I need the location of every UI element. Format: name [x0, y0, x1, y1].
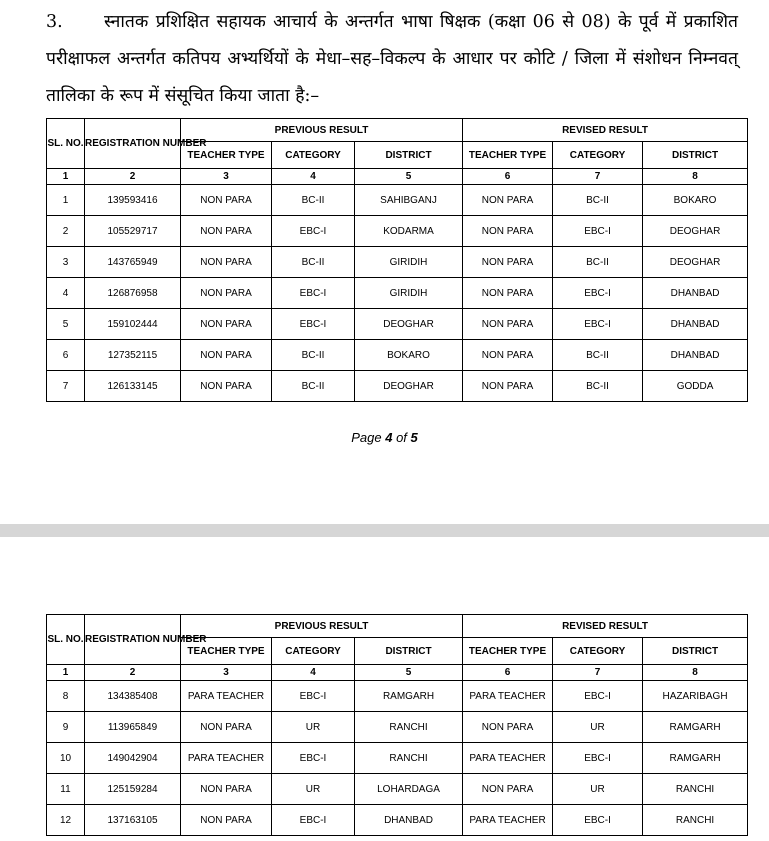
- page-number-current: 4: [385, 430, 393, 445]
- column-number: 6: [463, 169, 553, 185]
- cell-rev-category: BC-II: [553, 371, 643, 402]
- cell-rev-district: RAMGARH: [643, 743, 748, 774]
- cell-sl-no: 4: [47, 278, 85, 309]
- column-number: 8: [643, 169, 748, 185]
- cell-prev-district: RAMGARH: [355, 681, 463, 712]
- cell-prev-district: DEOGHAR: [355, 371, 463, 402]
- column-number: 5: [355, 665, 463, 681]
- column-number-row: [47, 665, 748, 681]
- cell-rev-category: BC-II: [553, 247, 643, 278]
- cell-prev-teacher-type: NON PARA: [181, 712, 272, 743]
- cell-prev-district: KODARMA: [355, 216, 463, 247]
- table-row: [47, 278, 748, 309]
- cell-rev-district: RANCHI: [643, 805, 748, 836]
- cell-prev-category: EBC-I: [272, 216, 355, 247]
- cell-rev-district: DEOGHAR: [643, 247, 748, 278]
- page-separator: [0, 524, 769, 537]
- cell-prev-teacher-type: NON PARA: [181, 247, 272, 278]
- cell-registration-number: 105529717: [85, 216, 181, 247]
- cell-rev-teacher-type: NON PARA: [463, 247, 553, 278]
- column-number: 7: [553, 665, 643, 681]
- cell-prev-category: BC-II: [272, 185, 355, 216]
- column-number: 3: [181, 665, 272, 681]
- cell-rev-district: DEOGHAR: [643, 216, 748, 247]
- cell-rev-district: DHANBAD: [643, 309, 748, 340]
- table-row: [47, 216, 748, 247]
- header-prev-category: CATEGORY: [272, 638, 355, 665]
- cell-prev-category: EBC-I: [272, 681, 355, 712]
- cell-rev-district: BOKARO: [643, 185, 748, 216]
- table-row: [47, 309, 748, 340]
- cell-rev-teacher-type: NON PARA: [463, 340, 553, 371]
- table-row: [47, 743, 748, 774]
- cell-prev-district: RANCHI: [355, 743, 463, 774]
- paragraph-text: स्नातक प्रशिक्षित सहायक आचार्य के अन्तर्गत भाषा षिक्षक (कक्षा 06 से 08) के पूर्व में प्रकाशित परीक्षाफल अन्तर्गत कतिपय अभ्यर्थियों के मेधा–सह–विकल्प के आधार पर कोटि / जिला में संशोधन निम्नवत् तालिका के रूप में संसूचित किया जाता है:–: [46, 12, 738, 106]
- cell-prev-teacher-type: NON PARA: [181, 185, 272, 216]
- cell-prev-category: EBC-I: [272, 278, 355, 309]
- cell-rev-category: UR: [553, 712, 643, 743]
- header-revised-result: REVISED RESULT: [463, 119, 748, 142]
- table-row: [47, 774, 748, 805]
- cell-registration-number: 126876958: [85, 278, 181, 309]
- column-number: 3: [181, 169, 272, 185]
- header-rev-district: DISTRICT: [643, 638, 748, 665]
- cell-prev-teacher-type: NON PARA: [181, 278, 272, 309]
- cell-registration-number: 127352115: [85, 340, 181, 371]
- cell-prev-district: SAHIBGANJ: [355, 185, 463, 216]
- header-prev-teacher-type: TEACHER TYPE: [181, 638, 272, 665]
- cell-rev-district: GODDA: [643, 371, 748, 402]
- revision-table-page-4: [46, 118, 748, 402]
- header-prev-district: DISTRICT: [355, 142, 463, 169]
- header-revised-result: REVISED RESULT: [463, 615, 748, 638]
- header-registration-number: REGISTRATION NUMBER: [85, 615, 181, 665]
- notice-paragraph: [46, 4, 738, 115]
- cell-rev-category: BC-II: [553, 340, 643, 371]
- column-number: 8: [643, 665, 748, 681]
- header-rev-teacher-type: TEACHER TYPE: [463, 638, 553, 665]
- header-previous-result: PREVIOUS RESULT: [181, 615, 463, 638]
- cell-rev-teacher-type: NON PARA: [463, 774, 553, 805]
- cell-rev-category: EBC-I: [553, 805, 643, 836]
- cell-prev-category: EBC-I: [272, 743, 355, 774]
- cell-sl-no: 9: [47, 712, 85, 743]
- page-number-prefix: Page: [351, 430, 386, 445]
- cell-sl-no: 12: [47, 805, 85, 836]
- table-row: [47, 185, 748, 216]
- cell-prev-district: LOHARDAGA: [355, 774, 463, 805]
- paragraph-number: 3.: [46, 12, 63, 32]
- column-number: 4: [272, 169, 355, 185]
- cell-prev-teacher-type: NON PARA: [181, 340, 272, 371]
- cell-sl-no: 11: [47, 774, 85, 805]
- cell-rev-district: DHANBAD: [643, 340, 748, 371]
- cell-rev-teacher-type: PARA TEACHER: [463, 743, 553, 774]
- cell-registration-number: 113965849: [85, 712, 181, 743]
- cell-registration-number: 137163105: [85, 805, 181, 836]
- cell-sl-no: 6: [47, 340, 85, 371]
- cell-rev-teacher-type: NON PARA: [463, 712, 553, 743]
- page-number-of: of: [392, 430, 411, 445]
- cell-prev-teacher-type: PARA TEACHER: [181, 743, 272, 774]
- table-row: [47, 340, 748, 371]
- cell-registration-number: 125159284: [85, 774, 181, 805]
- cell-registration-number: 149042904: [85, 743, 181, 774]
- header-prev-category: CATEGORY: [272, 142, 355, 169]
- header-rev-category: CATEGORY: [553, 142, 643, 169]
- cell-prev-category: EBC-I: [272, 309, 355, 340]
- cell-prev-district: DHANBAD: [355, 805, 463, 836]
- cell-rev-district: DHANBAD: [643, 278, 748, 309]
- cell-rev-category: EBC-I: [553, 278, 643, 309]
- cell-prev-district: GIRIDIH: [355, 247, 463, 278]
- cell-registration-number: 139593416: [85, 185, 181, 216]
- cell-sl-no: 1: [47, 185, 85, 216]
- cell-sl-no: 5: [47, 309, 85, 340]
- cell-sl-no: 2: [47, 216, 85, 247]
- table-row: [47, 371, 748, 402]
- column-number: 4: [272, 665, 355, 681]
- cell-sl-no: 7: [47, 371, 85, 402]
- header-previous-result: PREVIOUS RESULT: [181, 119, 463, 142]
- table-body: [47, 681, 748, 836]
- cell-registration-number: 159102444: [85, 309, 181, 340]
- cell-prev-district: GIRIDIH: [355, 278, 463, 309]
- cell-sl-no: 8: [47, 681, 85, 712]
- column-number: 6: [463, 665, 553, 681]
- cell-prev-category: UR: [272, 774, 355, 805]
- cell-prev-teacher-type: PARA TEACHER: [181, 681, 272, 712]
- table-row: [47, 247, 748, 278]
- cell-rev-category: BC-II: [553, 185, 643, 216]
- cell-rev-category: EBC-I: [553, 743, 643, 774]
- cell-prev-teacher-type: NON PARA: [181, 805, 272, 836]
- column-number: 2: [85, 665, 181, 681]
- cell-rev-teacher-type: NON PARA: [463, 371, 553, 402]
- column-number: 1: [47, 169, 85, 185]
- cell-prev-category: BC-II: [272, 247, 355, 278]
- cell-rev-teacher-type: NON PARA: [463, 309, 553, 340]
- cell-prev-district: BOKARO: [355, 340, 463, 371]
- header-rev-teacher-type: TEACHER TYPE: [463, 142, 553, 169]
- column-number: 5: [355, 169, 463, 185]
- page-number: [0, 430, 769, 445]
- cell-rev-teacher-type: PARA TEACHER: [463, 681, 553, 712]
- header-registration-number: REGISTRATION NUMBER: [85, 119, 181, 169]
- cell-registration-number: 126133145: [85, 371, 181, 402]
- cell-prev-district: RANCHI: [355, 712, 463, 743]
- cell-prev-category: BC-II: [272, 340, 355, 371]
- cell-rev-category: EBC-I: [553, 681, 643, 712]
- cell-rev-teacher-type: NON PARA: [463, 216, 553, 247]
- column-number-row: [47, 169, 748, 185]
- cell-prev-teacher-type: NON PARA: [181, 216, 272, 247]
- cell-registration-number: 134385408: [85, 681, 181, 712]
- cell-prev-category: BC-II: [272, 371, 355, 402]
- cell-rev-teacher-type: NON PARA: [463, 278, 553, 309]
- revision-table-page-5: [46, 614, 748, 836]
- cell-prev-teacher-type: NON PARA: [181, 371, 272, 402]
- table-row: [47, 712, 748, 743]
- cell-prev-category: EBC-I: [272, 805, 355, 836]
- cell-sl-no: 10: [47, 743, 85, 774]
- header-sl-no: SL. NO.: [47, 615, 85, 665]
- column-number: 1: [47, 665, 85, 681]
- table-row: [47, 681, 748, 712]
- cell-sl-no: 3: [47, 247, 85, 278]
- cell-rev-category: EBC-I: [553, 309, 643, 340]
- cell-rev-category: UR: [553, 774, 643, 805]
- cell-prev-district: DEOGHAR: [355, 309, 463, 340]
- header-prev-district: DISTRICT: [355, 638, 463, 665]
- cell-prev-teacher-type: NON PARA: [181, 774, 272, 805]
- cell-prev-category: UR: [272, 712, 355, 743]
- header-sl-no: SL. NO.: [47, 119, 85, 169]
- cell-rev-district: HAZARIBAGH: [643, 681, 748, 712]
- cell-rev-teacher-type: NON PARA: [463, 185, 553, 216]
- header-prev-teacher-type: TEACHER TYPE: [181, 142, 272, 169]
- cell-rev-category: EBC-I: [553, 216, 643, 247]
- table-body: [47, 185, 748, 402]
- column-number: 2: [85, 169, 181, 185]
- table-row: [47, 805, 748, 836]
- column-number: 7: [553, 169, 643, 185]
- cell-rev-district: RAMGARH: [643, 712, 748, 743]
- header-rev-category: CATEGORY: [553, 638, 643, 665]
- page-number-total: 5: [410, 430, 418, 445]
- cell-rev-teacher-type: PARA TEACHER: [463, 805, 553, 836]
- header-rev-district: DISTRICT: [643, 142, 748, 169]
- cell-prev-teacher-type: NON PARA: [181, 309, 272, 340]
- cell-rev-district: RANCHI: [643, 774, 748, 805]
- cell-registration-number: 143765949: [85, 247, 181, 278]
